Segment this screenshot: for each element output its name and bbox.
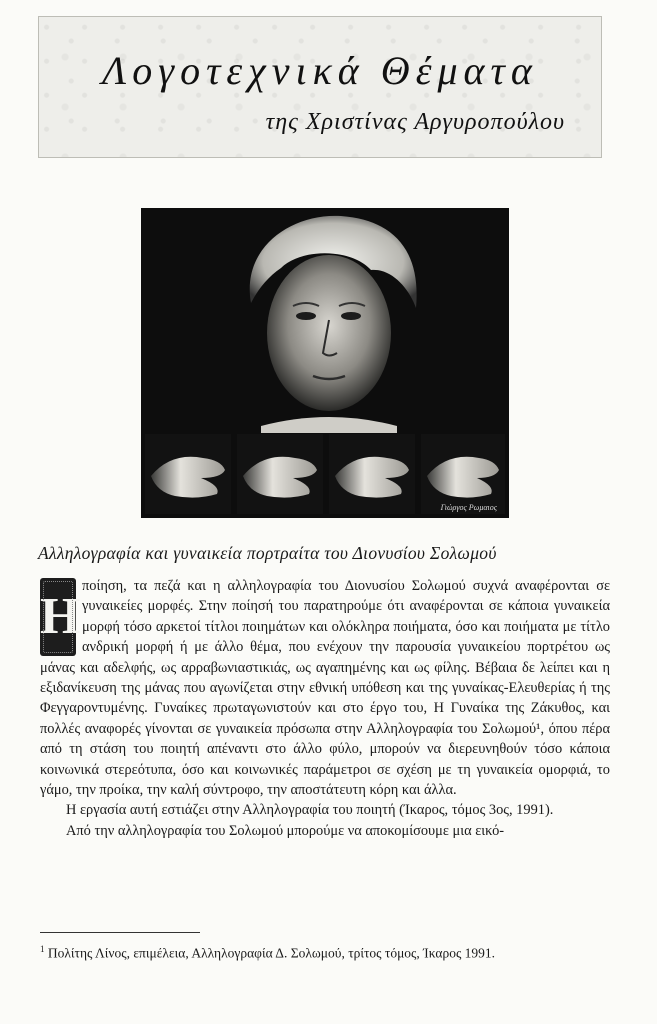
paragraph-1 bbox=[40, 576, 610, 800]
paragraph-3: Από την αλληλογραφία του Σολωμού μπορούμε να αποκομίσουμε μια εικό- bbox=[66, 822, 505, 839]
footnote bbox=[40, 940, 612, 963]
article-title: Αλληλογραφία και γυναικεία πορτραίτα του Διονυσίου Σολωμού bbox=[38, 543, 497, 563]
drop-cap-initial: Η bbox=[40, 578, 76, 656]
column-title: Λογοτεχνικά Θέματα bbox=[102, 48, 538, 93]
author-byline: της Χριστίνας Αργυροπούλου bbox=[265, 109, 565, 135]
portrait-illustration bbox=[141, 208, 509, 518]
paragraph-2: Η εργασία αυτή εστιάζει στην Αλληλογραφία του ποιητή (Ίκαρος, τόμος 3ος, 1991). bbox=[66, 802, 554, 819]
artist-signature: Γιώργος Ρωμαιος bbox=[440, 503, 497, 512]
footnote-text: Πολίτης Λίνος, επιμέλεια, Αλληλογραφία Δ. Σολωμού, τρίτος τόμος, Ίκαρος 1991. bbox=[47, 945, 496, 961]
paragraph-1-text: ποίηση, τα πεζά και η αλληλογραφία του Διονυσίου Σολωμού συχνά αναφέρονται σε γυναικείες μορφές. Στην ποίησή του παρατηρούμε ότι αναφέρονται σε κάποια γυναικεία μορφή τόσο αρκετοί τίτλοι ποιημάτων και ολόκληρα ποιήματα, όσο και ποιήματα με τίτλο ανδρική μορφή ή με άλλο θέμα, που ενέχουν την παρουσία γυναικείου πορτρέτου ως μάνας και αδελφής, ως αρραβωνιαστικιάς, ως αγαπημένης και ως φίλης. Βέβαια δε λείπει και η εξιδανίκευση της μάνας που αγωνίζεται στην εθνική υπόθεση και της γυναίκας-Ελευθερίας ή της Φεγγαροντυμένης. Γυναίκες πρωταγωνιστούν και στο έργο του, Η Γυναίκα της Ζάκυθος, και πολλές αναφορές γίνονται σε γυναικεία πρόσωπα στην Αλληλογραφία του Σολωμού¹, όπου πέρα από τη στάση του ποιητή απέναντι στο άλλο φύλο, μπορούν να διερευνηθούν τόσο κάποια κοινωνικά στερεότυπα, όσο και κοινωνικές παράμετροι σε σχέση με τη γυναικεία ομορφιά, το γάμο, την προίκα, την καλή σύντροφο, την αποστάτευτη κόρη και άλλα. bbox=[40, 578, 610, 799]
footnote-divider bbox=[40, 932, 200, 933]
article-body bbox=[40, 576, 610, 841]
footnote-number: 1 bbox=[40, 944, 45, 954]
portrait-artwork bbox=[141, 208, 509, 518]
header-banner bbox=[38, 16, 602, 158]
